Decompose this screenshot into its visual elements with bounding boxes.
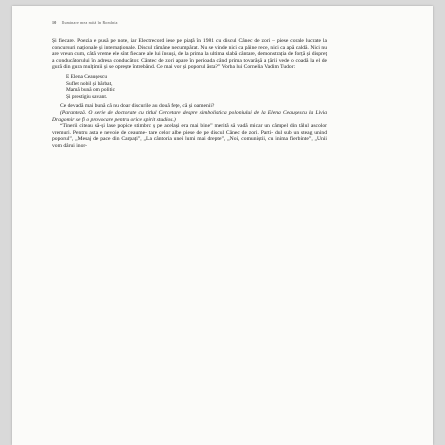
verse-line: Mamă bună om politic <box>66 87 115 94</box>
paragraph: “Tinerii citeau să-și lase popice stimbrc ș pe același era mai bine” merită să vadă micar un câmpel din tâlul ascolor vremuri. Pentru asta e nevoie de ceaume- tare celor albe piese de pe discul Cânec de zori. Parti- dul sub un steag unind poporul”, „Mesaj de pace din Carpați”, „La cântoria unei lumi mai drepte”, „Noi, comuniștii, cu inima fierbinte”, „Unii vom dârui inor- <box>52 123 327 149</box>
verse-line: Și prestigiu savant. <box>66 93 108 100</box>
running-head <box>52 20 118 25</box>
book-page <box>12 6 433 445</box>
body-text <box>52 38 327 150</box>
paragraph-parenthesis: (Paranteză. O serie de doctorate cu titlul Cercetare despre simbolistica poloniului de la Elena Ceaușescu la Livia Dragomir se fi o provocare pentru orice spirit studios.) <box>52 109 327 123</box>
paragraph: Și fiecare. Poezia e pusă pe note, iar Electrecord iese pe piață în 1981 cu discul Cânec de zori – piese corale lucrate la concursuri naționale și internaționale. Discul rămâne necumpărat. Nu se vinde nici ca pâine rece, nici ca apă caldă. Nici nu are vreun cum, câtă vreme ele sînt fiecare ale lui însuși, de la prima la ultima slabă cântare, demonstrația de forță și dispreț a conducătorului în adresa conducător. Cântec de zori apare în perioada când prima tovarășă a țării vede o coadă la el de gură din gura mulțimii și se opreștе întrebând. Ce mai vor și poporul ăsta?” Vorba lui Cornelia Vadim Tudor: <box>52 38 327 71</box>
paragraph: Ce devadă mai bună că nu doar discurile au două fețe, că și oamenii? <box>60 103 215 110</box>
page-number: 10 <box>52 20 57 25</box>
verse-line: E Elena Ceaușescu <box>66 73 108 80</box>
verse-line: Suflet nobil și bărbat, <box>66 80 113 87</box>
running-title: Iluminare mea mită în Romînia <box>61 20 118 25</box>
verse-quote <box>66 74 327 100</box>
